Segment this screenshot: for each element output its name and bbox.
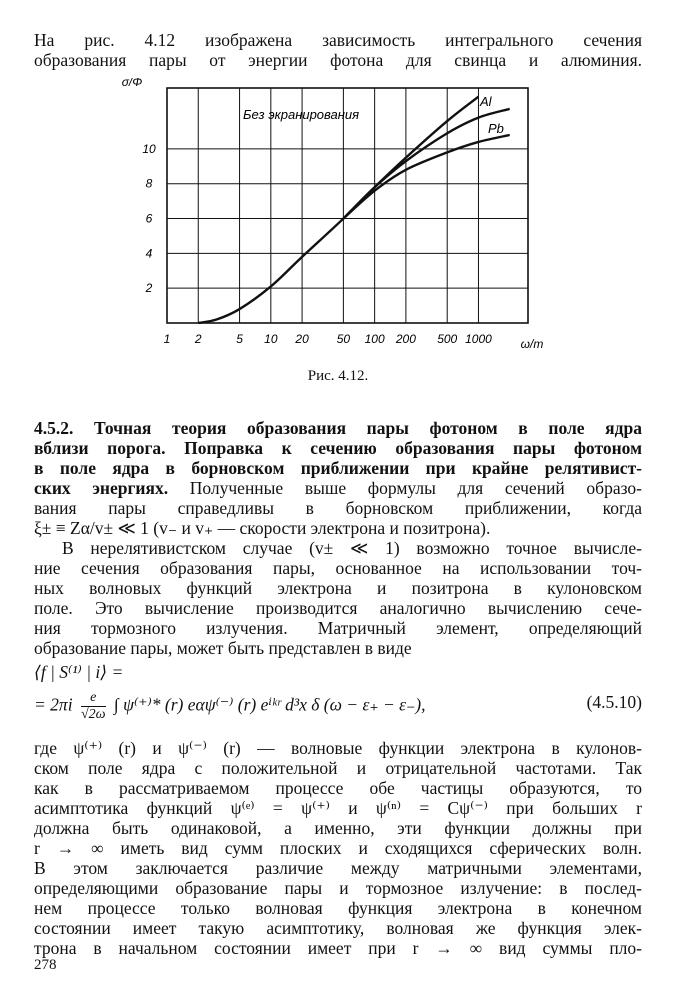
curve-al: [343, 109, 509, 219]
equation-prefix: = 2πi: [34, 694, 73, 715]
x-tick-label: 50: [336, 332, 351, 346]
curve-label-al: Al: [480, 94, 492, 109]
curve-no-screening: [198, 97, 478, 323]
after-line-4: асимптотика функций ψ⁽ᵉ⁾ = ψ⁽⁺⁾ и ψ⁽ⁿ⁾ = Cψ⁽⁻⁾ при больших r: [34, 798, 642, 818]
body-line-5: ных волновых функций электрона и позитрона в кулоновском: [34, 578, 642, 598]
x-tick-labels: [164, 332, 492, 346]
figure-4-12-chart: [110, 78, 550, 356]
fraction-numerator: e: [81, 690, 106, 707]
y-tick-label: 10: [142, 141, 156, 156]
section-title-line-4: [34, 478, 642, 498]
section-title-line-2: вблизи порога. Поправка к сечению образования пары фотоном: [34, 438, 642, 458]
x-tick-label: 1: [163, 332, 171, 346]
chart-grid: [167, 88, 528, 323]
intro-line-2: образования пары от энергии фотона для свинца и алюминия.: [34, 50, 642, 70]
equation-number: (4.5.10): [586, 692, 642, 712]
y-tick-labels: [142, 142, 156, 295]
after-line-6: r → ∞ иметь вид сумм плоских и сходящихся сферических волн.: [34, 838, 642, 858]
x-tick-label: 1000: [465, 332, 492, 346]
equation-fraction: [81, 690, 106, 723]
after-line-1: где ψ⁽⁺⁾ (r) и ψ⁽⁻⁾ (r) — волновые функции электрона в кулонов-: [34, 738, 642, 758]
x-tick-label: 200: [395, 332, 416, 346]
y-tick-label: 4: [145, 246, 153, 261]
paragraph-start: Полученные выше формулы для сечений образо-: [189, 478, 642, 498]
x-tick-label: 10: [264, 332, 278, 346]
after-line-2: ском поле ядра с положительной и отрицательной частотами. Так: [34, 758, 642, 778]
equation-body: ∫ ψ⁽⁺⁾* (r) eαψ⁽⁻⁾ (r) eⁱᵏʳ d³x δ (ω − ε₊ − ε₋),: [113, 694, 426, 715]
page-number: 278: [34, 957, 57, 973]
figure-caption: Рис. 4.12.: [307, 368, 369, 384]
section-title-end: ских энергиях.: [34, 478, 169, 498]
x-tick-label: 5: [236, 332, 243, 346]
x-tick-label: 20: [295, 332, 309, 346]
annotation-no-screening: Без экранирования: [243, 107, 360, 122]
after-line-7: В этом заключается различие между матричными элементами,: [34, 858, 642, 878]
curve-label-pb: Pb: [488, 121, 504, 136]
after-line-10: состоянии имеет такую асимптотику, волновая же функция элек-: [34, 918, 642, 938]
body-line-4: ние сечения образования пары, основанное на использовании точ-: [34, 558, 642, 578]
x-tick-label: 500: [437, 332, 458, 346]
intro-line-1: На рис. 4.12 изображена зависимость интегрального сечения: [34, 30, 642, 50]
y-tick-label: 6: [145, 211, 153, 226]
x-tick-label: 2: [194, 332, 202, 346]
body-line-6: поле. Это вычисление производится аналогично вычислению сече-: [34, 598, 642, 618]
body-line-2: ξ± ≡ Zα/v± ≪ 1 (v₋ и v₊ — скорости электрона и позитрона).: [34, 518, 491, 538]
after-line-9: нем процессе только волновая функция электрона в конечном: [34, 898, 642, 918]
body-line-8: образование пары, может быть представлен в виде: [34, 638, 412, 658]
x-tick-label: 100: [364, 332, 385, 346]
y-tick-label: 2: [145, 281, 153, 296]
after-line-11: трона в начальном состоянии имеет при r → ∞ вид суммы пло-: [34, 938, 642, 958]
body-line-1: вания пары справедливы в борновском приближении, когда: [34, 498, 642, 518]
equation-line-1: ⟨f | S⁽¹⁾ | i⟩ =: [34, 662, 124, 682]
after-line-5: должна быть одинаковой, а именно, эти функции должны при: [34, 818, 642, 838]
equation-line-2: [34, 690, 426, 723]
after-line-8: определяющими образование пары и тормозное излучение: в послед-: [34, 878, 642, 898]
body-line-7: ния тормозного излучения. Матричный элемент, определяющий: [34, 618, 642, 638]
fraction-denominator: √2ω: [80, 707, 106, 722]
y-tick-label: 8: [145, 176, 153, 191]
after-line-3: как в рассматриваемом процессе обе частицы образуются, то: [34, 778, 642, 798]
chart-curves: [198, 97, 509, 323]
body-line-3: В нерелятивистском случае (v± ≪ 1) возможно точное вычисле-: [62, 538, 642, 558]
x-axis-label: ω/m: [520, 337, 544, 351]
y-axis-label: σ/Φ: [121, 78, 143, 89]
section-title-line-3: в поле ядра в борновском приближении при крайне релятивист-: [34, 458, 642, 478]
section-title-line-1: 4.5.2. Точная теория образования пары фотоном в поле ядра: [34, 418, 642, 438]
